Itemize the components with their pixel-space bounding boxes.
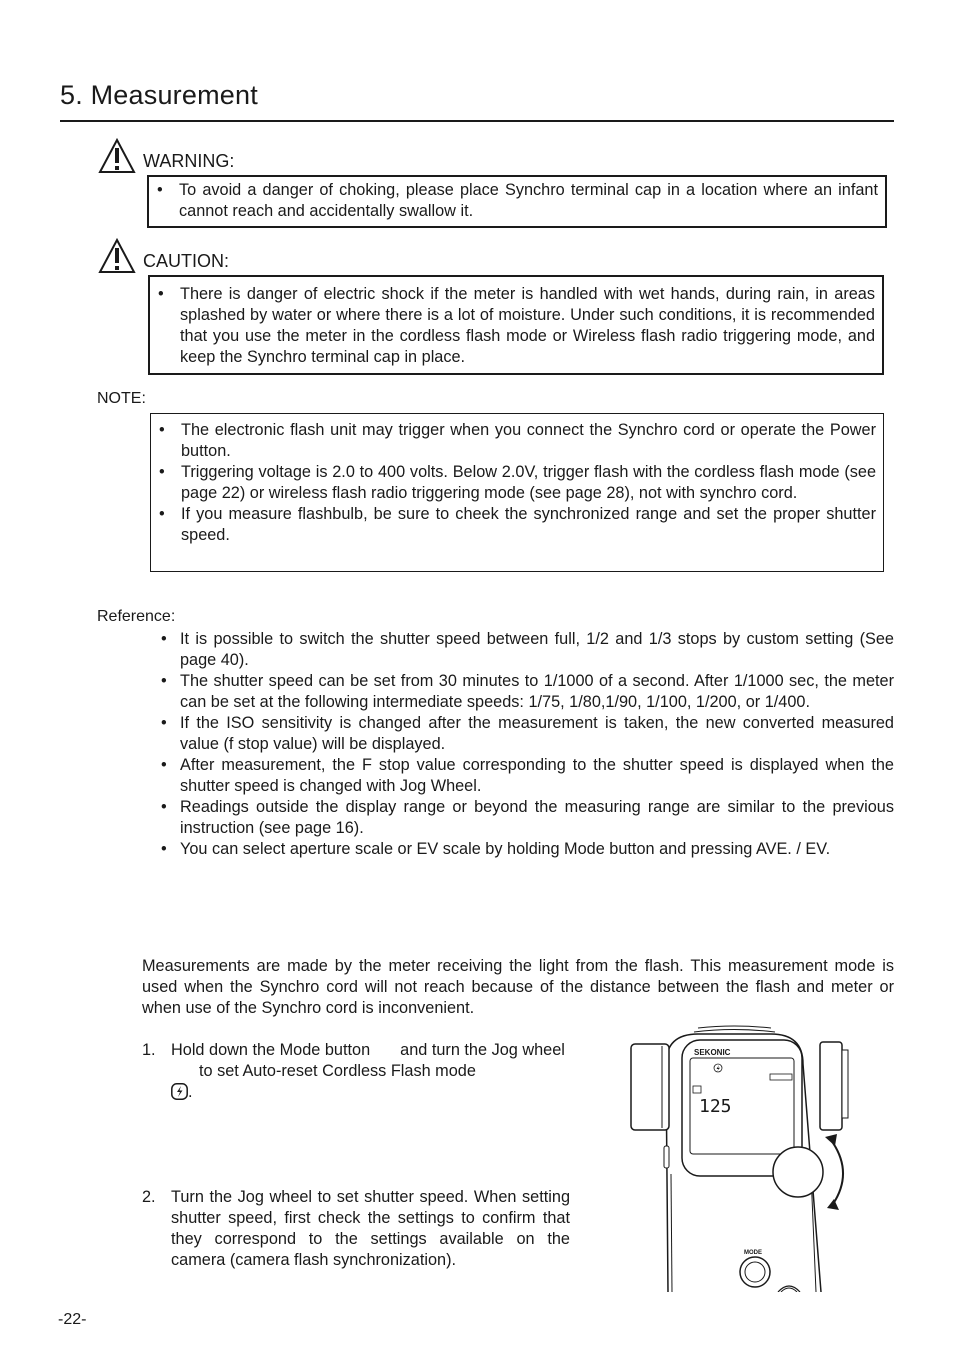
warning-box <box>147 175 887 228</box>
caution-triangle-icon <box>98 238 136 274</box>
caution-item <box>157 284 875 368</box>
reference-label: Reference: <box>97 608 176 625</box>
step-number: 1. <box>142 1041 156 1059</box>
reference-item-text: You can select aperture scale or EV scale by holding Mode button and pressing AVE. / EV. <box>180 840 831 858</box>
right-side-dial <box>820 1042 842 1130</box>
rotation-arrow-icon <box>831 1140 843 1204</box>
step-text <box>171 1040 570 1103</box>
step-number: 2. <box>142 1188 156 1206</box>
reference-item-text: It is possible to switch the shutter speed between full, 1/2 and 1/3 stops by custom setting (See page 40). <box>180 630 894 669</box>
reference-item-text: The shutter speed can be set from 30 minutes to 1/1000 of a second. After 1/1000 sec, the meter can be set at the following intermediate speeds: 1/75, 1/80,1/90, 1/100, 1/200, or 1/400. <box>180 672 894 711</box>
note-item-text: The electronic flash unit may trigger when you connect the Synchro cord or operate the Power button. <box>181 421 876 460</box>
step-text: Turn the Jog wheel to set shutter speed. When setting shutter speed, first check the settings to confirm that they correspond to the settings available on the camera (camera flash synchronization). <box>171 1188 570 1269</box>
step-2 <box>142 1187 570 1271</box>
reference-item <box>160 713 894 755</box>
reference-item-text: Readings outside the display range or beyond the measuring range are similar to the previous instruction (see page 16). <box>180 798 894 837</box>
reference-item <box>160 671 894 713</box>
step-text-part: to set Auto-reset Cordless Flash mode <box>199 1062 476 1080</box>
step-1 <box>142 1040 570 1103</box>
bullet: • <box>161 672 167 690</box>
bullet: • <box>158 285 164 303</box>
note-item <box>158 504 876 546</box>
reference-item-text: If the ISO sensitivity is changed after the measurement is taken, the new converted measured value (f stop value) will be displayed. <box>180 714 894 753</box>
title-rule <box>60 120 894 122</box>
bullet: • <box>161 798 167 816</box>
warning-label: WARNING: <box>143 151 235 171</box>
reference-item <box>160 797 894 839</box>
warning-triangle-icon <box>98 138 136 174</box>
step-text-end: . <box>188 1083 193 1101</box>
note-item-text: If you measure flashbulb, be sure to cheek the synchronized range and set the proper shutter speed. <box>181 505 876 544</box>
step-text-part: Hold down the Mode button <box>171 1041 371 1059</box>
warning-item <box>156 180 878 222</box>
left-side-dial <box>631 1044 669 1130</box>
note-item <box>158 462 876 504</box>
bullet: • <box>161 630 167 648</box>
intro-paragraph: Measurements are made by the meter receiving the light from the flash. This measurement mode is used when the Synchro cord will not reach because of the distance between the flash and meter or when use of the Synchro cord is inconvenient. <box>142 957 894 1017</box>
reference-item <box>160 839 894 860</box>
section-title: 5. Measurement <box>60 80 258 110</box>
bullet: • <box>161 756 167 774</box>
lcd-reading: 125 <box>699 1096 732 1117</box>
bullet: • <box>159 421 165 439</box>
note-item-text: Triggering voltage is 2.0 to 400 volts. Below 2.0V, trigger flash with the cordless flash mode (see page 22) or wireless flash radio triggering mode (see page 28), not with synchro cord. <box>181 463 876 502</box>
light-meter-illustration <box>628 1024 864 1292</box>
note-label: NOTE: <box>97 390 146 407</box>
page-number: -22- <box>58 1311 87 1328</box>
caution-box <box>148 275 884 375</box>
brand-label: SEKONIC <box>694 1048 731 1057</box>
bullet: • <box>161 714 167 732</box>
jog-wheel <box>773 1147 823 1197</box>
step-text-part: and turn the Jog wheel <box>400 1041 565 1059</box>
mode-button-label: MODE <box>744 1250 762 1256</box>
bullet: • <box>157 181 163 199</box>
note-box <box>150 413 884 572</box>
reference-list <box>160 629 894 860</box>
bullet: • <box>159 505 165 523</box>
bullet: • <box>161 840 167 858</box>
warning-item-text: To avoid a danger of choking, please place Synchro terminal cap in a location where an infant cannot reach and accidentally swallow it. <box>179 181 878 220</box>
reference-item-text: After measurement, the F stop value corresponding to the shutter speed is displayed when the shutter speed is changed with Jog Wheel. <box>180 756 894 795</box>
caution-item-text: There is danger of electric shock if the meter is handled with wet hands, during rain, in areas splashed by water or where there is a lot of moisture. Under such conditions, it is recommended that you use the meter in the cordless flash mode or Wireless flash radio triggering mode, and keep the Synchro terminal cap in place. <box>180 285 875 366</box>
note-item <box>158 420 876 462</box>
bullet: • <box>159 463 165 481</box>
reference-item <box>160 629 894 671</box>
cordless-flash-mode-icon <box>171 1083 188 1100</box>
caution-label: CAUTION: <box>143 251 230 271</box>
reference-item <box>160 755 894 797</box>
